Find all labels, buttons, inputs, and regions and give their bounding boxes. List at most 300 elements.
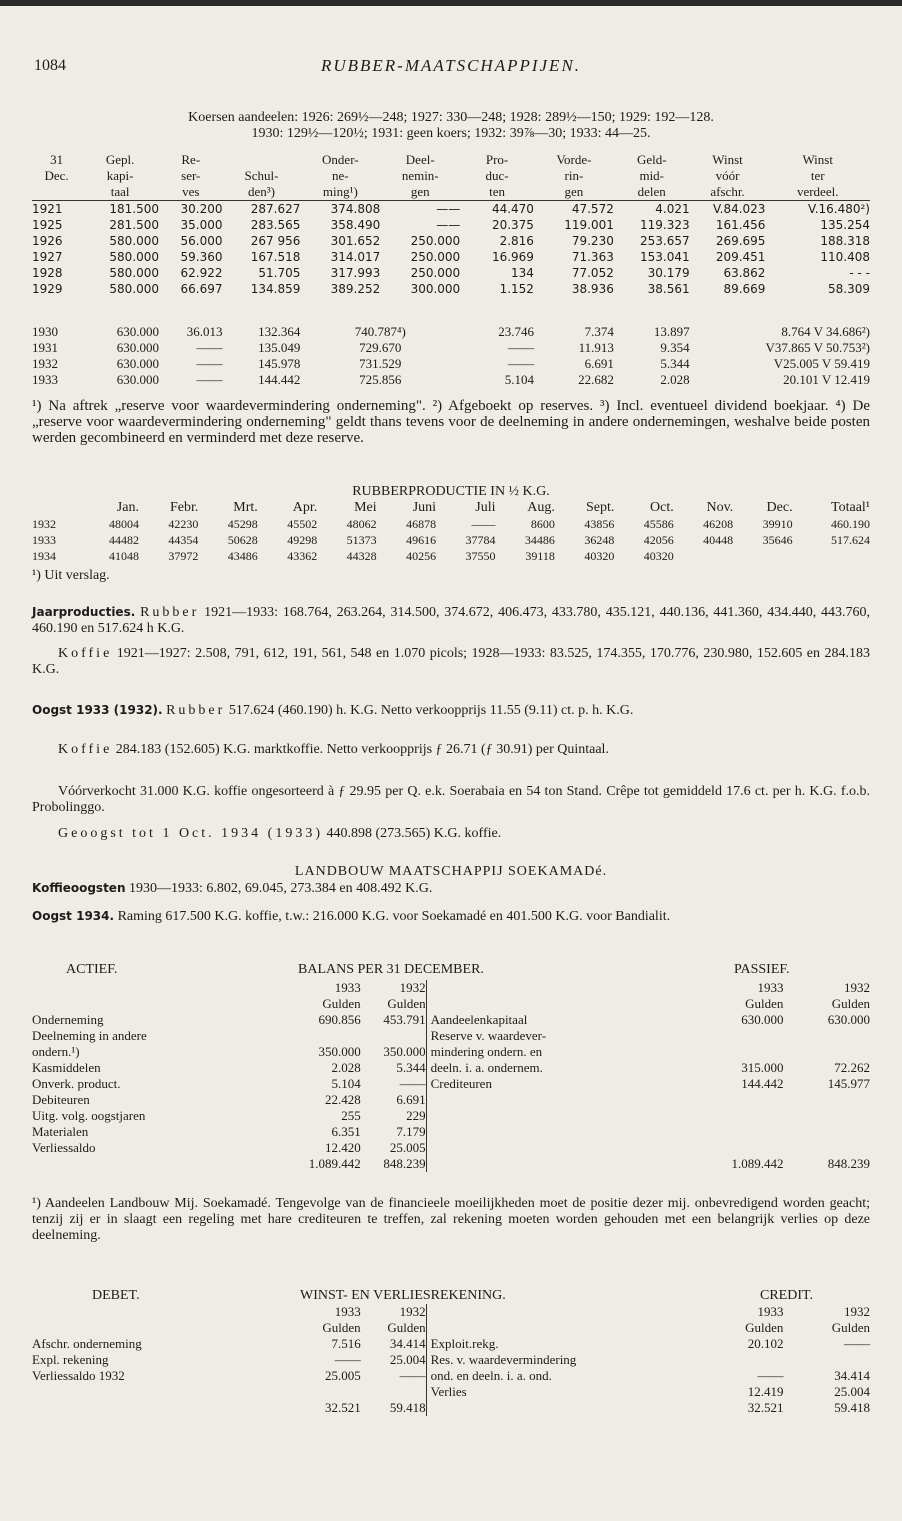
main-cell-lower: 731.529	[359, 356, 402, 371]
main-header-cell: Pro-	[485, 152, 509, 167]
balans-row-cell	[783, 1044, 870, 1060]
main-header-cell: kapi-	[106, 168, 134, 183]
main-cell: 58.309	[828, 282, 870, 296]
winst-row	[32, 1368, 870, 1384]
rubber-cell: 43486	[227, 549, 258, 563]
winst-row-cell: Exploit.rekg.	[426, 1336, 714, 1352]
balans-row-cell: 22.428	[324, 1092, 361, 1107]
balans-unit-row-cell	[32, 996, 292, 1012]
main-cell: 209.451	[715, 250, 766, 264]
main-cell: 63.862	[723, 266, 766, 280]
balans-row-cell: 5.344	[396, 1060, 426, 1075]
winst-row-cell: Verlies	[426, 1384, 714, 1400]
main-cell-lower: 13.897	[653, 324, 690, 339]
winst-table-inner	[32, 1304, 870, 1416]
main-cell: 51.705	[258, 266, 301, 280]
main-header-cell: ten	[460, 184, 534, 201]
main-header-cell: Dec.	[44, 168, 69, 183]
main-cell: 1928	[32, 266, 63, 280]
winst-row-cell: Verliessaldo 1932	[32, 1368, 125, 1383]
winst-row-cell: ——	[399, 1368, 426, 1383]
balans-total-row-cell: 848.239	[827, 1156, 870, 1171]
main-cell: 38.561	[647, 282, 690, 296]
main-cell: 314.017	[330, 250, 381, 264]
main-cell: 358.490	[330, 218, 381, 232]
rubber-table	[32, 500, 870, 564]
winst-unit-row-cell: Gulden	[387, 1320, 426, 1335]
balans-table	[32, 980, 870, 1172]
balans-row-cell	[714, 1044, 783, 1060]
winst-years-row	[32, 1304, 870, 1320]
footnote-main: ¹) Na aftrek „reserve voor waardevermindering onderneming". ²) Afgeboekt op reserves. ³) Incl. eventueel dividend boekjaar. ⁴) De „reserve voor waardevermindering onderneming" geldt thans tevens voor de deelneming in andere ondernemingen, weshalve beide posten werden gecombineerd en verminderd met deze reserve.	[32, 398, 870, 446]
balans-years-row-cell: 1933	[757, 980, 784, 995]
main-header-cell: Gepl.	[105, 152, 135, 167]
main-cell: 30.179	[647, 266, 690, 280]
winst-unit-row-cell: Gulden	[322, 1320, 361, 1335]
main-header-cell: 31	[50, 152, 64, 167]
rubber-cell: 46878	[406, 517, 437, 531]
rubber-table-title: RUBBERPRODUCTIE IN ½ K.G.	[352, 484, 550, 499]
main-cell-lower: 1932	[32, 356, 58, 371]
balans-total-row	[32, 1156, 870, 1172]
balans-row-cell: 12.420	[324, 1140, 361, 1155]
winst-row-cell: Res. v. waardevermindering	[426, 1352, 714, 1368]
rubber-cell: 39118	[525, 549, 555, 563]
rubber-cell: 45586	[643, 517, 674, 531]
winst-row-cell: 7.516	[331, 1336, 361, 1351]
main-cell: 59.360	[180, 250, 223, 264]
main-cell-lower: 725.856	[359, 372, 402, 387]
rubber-header-cell: Juni	[412, 500, 437, 515]
balans-row-cell: 690.856	[318, 1012, 361, 1027]
balans-row-cell	[426, 1124, 714, 1140]
rubber-row	[32, 532, 870, 548]
winst-row	[32, 1384, 870, 1400]
balans-row-cell	[714, 1108, 783, 1124]
balans-years-row-cell: 1933	[334, 980, 361, 995]
rubber-cell: 44354	[168, 533, 199, 547]
oogst-rubber-word: Rubber	[166, 703, 226, 718]
balans-row-cell: Onderneming	[32, 1012, 104, 1027]
rubber-cell: 8600	[530, 517, 555, 531]
balans-title: BALANS PER 31 DECEMBER.	[298, 962, 484, 977]
main-row	[32, 281, 870, 297]
rubber-header-cell: Aug.	[527, 500, 555, 515]
balans-total-row-cell: 1.089.442	[308, 1156, 361, 1171]
winst-row-cell: 34.414	[834, 1368, 870, 1383]
balans-row	[32, 1108, 870, 1124]
balans-total-row-cell	[426, 1156, 714, 1172]
balans-row-cell	[426, 1092, 714, 1108]
balans-row	[32, 1076, 870, 1092]
rubber-header-cell: Oct.	[650, 500, 674, 515]
main-cell: 44.470	[491, 202, 534, 216]
balans-footnote: ¹) Aandeelen Landbouw Mij. Soekamadé. Tengevolge van de financieele moeilijkheden moet de positie dezer mij. onbevredigend worden geacht; tenzij zij er in slaagt een regeling met hare crediteuren te treffen, zal rekening moeten worden gehouden met een belangrijk verlies op deze deelneming.	[32, 1196, 870, 1243]
winst-row-cell: Expl. rekening	[32, 1352, 109, 1367]
main-cell: 119.001	[564, 218, 614, 232]
main-header-cell: ter	[810, 168, 825, 183]
main-header-cell: Winst	[802, 152, 833, 167]
balans-row-cell: 6.351	[331, 1124, 361, 1139]
main-cell-lower: 135.049	[258, 340, 301, 355]
rubber-cell: 49298	[287, 533, 318, 547]
main-table-grid	[32, 152, 870, 297]
main-cell-lower: 36.013	[186, 324, 223, 339]
top-edge	[0, 0, 902, 6]
main-cell: 47.572	[571, 202, 614, 216]
rubber-footnote: ¹) Uit verslag.	[32, 568, 110, 583]
winst-unit-row-cell	[426, 1320, 714, 1336]
winst-heads	[32, 1288, 870, 1304]
main-cell: 66.697	[180, 282, 223, 296]
main-header-cell	[32, 184, 81, 201]
main-cell: 389.252	[330, 282, 381, 296]
balans-years-row-cell: 1932	[399, 980, 426, 995]
rubber-header-cell: Totaal¹	[831, 500, 870, 515]
main-cell-lower: ——	[507, 340, 534, 355]
main-row	[32, 201, 870, 218]
main-cell: 35.000	[180, 218, 223, 232]
balans-row-cell	[783, 1140, 870, 1156]
main-cell: 580.000	[109, 282, 160, 296]
koffie-word: Koffie	[58, 646, 113, 661]
balans-row-cell: 630.000	[827, 1012, 870, 1027]
rubber-cell	[793, 548, 870, 564]
oogst-koffie-word: Koffie	[58, 742, 113, 757]
winst-years-row-cell: 1933	[757, 1304, 784, 1319]
landbouw-koffieoogsten	[32, 880, 870, 897]
main-row-lower	[32, 356, 870, 372]
main-cell: 89.669	[723, 282, 766, 296]
main-table-lower	[32, 324, 870, 388]
main-cell: 62.922	[180, 266, 223, 280]
page-number: 1084	[34, 57, 66, 74]
balans-row-cell: Materialen	[32, 1124, 89, 1139]
balans-row-cell: Aandeelenkapitaal	[426, 1012, 714, 1028]
winst-row-cell: 25.004	[389, 1352, 426, 1367]
balans-row-cell	[783, 1108, 870, 1124]
main-cell-lower: 9.354	[660, 340, 690, 355]
main-cell-lower: 132.364	[258, 324, 301, 339]
rubber-cell: 1934	[32, 549, 56, 563]
main-row	[32, 217, 870, 233]
main-cell-lower: 2.028	[660, 372, 690, 387]
balans-row-cell: 315.000	[741, 1060, 784, 1075]
main-header-cell: nemin-	[401, 168, 439, 183]
balans-row-cell: 144.442	[741, 1076, 784, 1091]
balans-row	[32, 1092, 870, 1108]
main-cell-lower: ——	[196, 372, 223, 387]
main-cell: 250.000	[410, 250, 461, 264]
winst-total-row-cell: 32.521	[324, 1400, 361, 1415]
main-cell-lower: 5.344	[660, 356, 690, 371]
balans-row-cell: 255	[341, 1108, 361, 1123]
balans-row-cell	[714, 1140, 783, 1156]
balans-row	[32, 1044, 870, 1060]
main-cell-lower: 5.104	[504, 372, 534, 387]
balans-row	[32, 1124, 870, 1140]
main-cell-lower: 11.913	[578, 340, 614, 355]
balans-row-cell: 72.262	[834, 1060, 870, 1075]
main-cell: 250.000	[410, 234, 461, 248]
main-cell: 167.518	[250, 250, 301, 264]
winst-row-cell: 34.414	[389, 1336, 426, 1351]
balans-row-cell: 229	[406, 1108, 426, 1123]
balans-row-cell: 630.000	[741, 1012, 784, 1027]
oogst-1933-label: Oogst 1933 (1932).	[32, 703, 163, 717]
balans-row-cell: 2.028	[331, 1060, 361, 1075]
rubber-cell: 44328	[346, 549, 377, 563]
main-table	[32, 152, 870, 297]
balans-row	[32, 1140, 870, 1156]
main-header-cell: ves	[159, 184, 223, 201]
winst-row-cell: ——	[334, 1352, 361, 1367]
balans-total-row-cell: 1.089.442	[731, 1156, 784, 1171]
rubber-cell: 50628	[227, 533, 258, 547]
rubber-header-cell: Febr.	[169, 500, 199, 515]
oogst-koffie-text: 284.183 (152.605) K.G. marktkoffie. Netto verkoopprijs ƒ 26.71 (ƒ 30.91) per Quintaal.	[115, 742, 609, 757]
main-header-cell: Onder-	[322, 152, 359, 167]
main-cell-lower: ——	[196, 340, 223, 355]
landbouw-title: LANDBOUW MAATSCHAPPIJ SOEKAMADé.	[294, 864, 608, 879]
main-cell-lower: 630.000	[116, 356, 160, 371]
winst-row-cell	[783, 1352, 870, 1368]
main-cell: 71.363	[571, 250, 614, 264]
balans-years-row-cell	[426, 980, 714, 996]
main-cell-lower: 740.787⁴)	[354, 324, 406, 339]
winst-row-cell	[714, 1352, 783, 1368]
rubber-header-cell: Mei	[354, 500, 377, 515]
balans-row	[32, 1060, 870, 1076]
winst-years-row-cell	[426, 1304, 714, 1320]
main-header-cell: delen	[614, 184, 690, 201]
rubber-cell: 517.624	[831, 533, 870, 547]
winst-row-cell: Afschr. onderneming	[32, 1336, 142, 1351]
rubber-cell: ——	[471, 517, 496, 531]
main-header-cell: mid-	[639, 168, 665, 183]
geoogst-spaced: Geoogst tot 1 Oct. 1934 (1933)	[58, 826, 323, 841]
rubber-cell	[733, 548, 792, 564]
main-header-row	[32, 168, 870, 184]
balans-row-cell: Deelneming in andere	[32, 1028, 147, 1043]
main-cell: 181.500	[109, 202, 160, 216]
balans-row-cell	[714, 1028, 783, 1044]
winst-row-cell	[32, 1384, 292, 1400]
main-row-lower	[32, 324, 870, 340]
winst-row-cell: ——	[757, 1368, 784, 1383]
main-cell-lower: ——	[507, 356, 534, 371]
rubber-row	[32, 548, 870, 564]
winst-total-row-cell: 59.418	[834, 1400, 870, 1415]
rubber-cell: 43362	[287, 549, 318, 563]
main-header-cell: Deel-	[405, 152, 435, 167]
credit-head: CREDIT.	[760, 1288, 814, 1303]
rubber-cell: 1933	[32, 533, 56, 547]
balans-row-cell	[426, 1108, 714, 1124]
rubber-row	[32, 516, 870, 532]
balans-row-cell	[783, 1028, 870, 1044]
main-cell: 374.808	[330, 202, 381, 216]
main-row	[32, 233, 870, 249]
rubber-cell: 46208	[703, 517, 734, 531]
winst-total-row-cell: 59.418	[389, 1400, 426, 1415]
main-cell-lower: 1930	[32, 324, 58, 339]
winst-row	[32, 1336, 870, 1352]
winst-row	[32, 1352, 870, 1368]
main-cell: 287.627	[250, 202, 301, 216]
balans-total-row-cell: 848.239	[383, 1156, 426, 1171]
winst-title: WINST- EN VERLIESREKENING.	[300, 1288, 506, 1303]
debet-head: DEBET.	[92, 1288, 140, 1303]
main-cell: 134.859	[250, 282, 301, 296]
main-header-cell: rin-	[564, 168, 584, 183]
winst-years-row-cell: 1933	[334, 1304, 361, 1319]
main-header-cell: gen	[380, 184, 460, 201]
jaarproducties-koffie	[32, 646, 870, 678]
jaarproducties-rubber	[32, 604, 870, 637]
rubber-cell: 42056	[643, 533, 674, 547]
main-cell: 2.816	[499, 234, 534, 248]
balans-row-cell: 6.691	[396, 1092, 426, 1107]
main-header-cell: afschr.	[690, 184, 766, 201]
rubber-cell: 36248	[584, 533, 615, 547]
balans-row-cell: 7.179	[396, 1124, 426, 1139]
balans-row-cell	[426, 1140, 714, 1156]
main-cell-lower: 8.764 V 34.686²)	[781, 324, 870, 339]
main-cell: 38.936	[571, 282, 614, 296]
balans-row-cell	[783, 1092, 870, 1108]
main-row-lower	[32, 372, 870, 388]
oogst-1933-koffie	[32, 742, 870, 758]
balans-years-row-cell: 1932	[844, 980, 870, 995]
main-cell-lower: 630.000	[116, 340, 160, 355]
main-header-cell: ser-	[181, 168, 201, 183]
balans-unit-row-cell: Gulden	[745, 996, 784, 1011]
main-cell: 267 956	[250, 234, 301, 248]
main-header-cell: gen	[534, 184, 614, 201]
rubber-cell: 460.190	[831, 517, 870, 531]
winst-row-cell: 20.102	[747, 1336, 784, 1351]
main-cell: 283.565	[250, 218, 301, 232]
main-cell: 301.652	[330, 234, 381, 248]
rubber-cell: 39910	[762, 517, 793, 531]
balans-row-cell: Uitg. volg. oogstjaren	[32, 1108, 146, 1123]
balans-row-cell: mindering ondern. en	[426, 1044, 714, 1060]
main-cell-lower: 729.670	[359, 340, 402, 355]
main-cell: 580.000	[109, 250, 160, 264]
rubber-cell: 40320	[643, 549, 674, 563]
main-cell: ——	[436, 202, 461, 216]
balans-unit-row-cell: Gulden	[831, 996, 870, 1011]
main-cell-lower: 144.442	[258, 372, 301, 387]
balans-row	[32, 1012, 870, 1028]
winst-total-row-cell	[426, 1400, 714, 1416]
main-cell: 20.375	[491, 218, 534, 232]
main-header-cell: duc-	[485, 168, 509, 183]
main-cell: 250.000	[410, 266, 461, 280]
balans-row-cell	[292, 1028, 361, 1044]
main-cell-lower: ——	[196, 356, 223, 371]
rubber-cell: 44482	[108, 533, 139, 547]
balans-years-row-cell	[32, 980, 292, 996]
main-cell: V.16.480²)	[808, 202, 870, 216]
balans-row	[32, 1028, 870, 1044]
main-cell-lower: 6.691	[584, 356, 614, 371]
main-row	[32, 265, 870, 281]
main-cell: 300.000	[410, 282, 461, 296]
balans-row-cell: ——	[399, 1076, 426, 1091]
rubber-cell: 48004	[108, 517, 139, 531]
oogst-1934-text: Raming 617.500 K.G. koffie, t.w.: 216.000 K.G. voor Soekamadé en 401.500 K.G. voor Bandialit.	[117, 909, 671, 924]
main-header-row	[32, 152, 870, 168]
rubber-cell: 37784	[465, 533, 496, 547]
rubber-header-cell: Jan.	[116, 500, 139, 515]
main-cell: 281.500	[109, 218, 160, 232]
balans-unit-row	[32, 996, 870, 1012]
rubber-cell: 41048	[108, 549, 139, 563]
rubber-cell: 42230	[168, 517, 199, 531]
balans-row-cell: 25.005	[389, 1140, 426, 1155]
rubber-cell: 37550	[465, 549, 496, 563]
main-row-lower	[32, 340, 870, 356]
main-cell: 119.323	[640, 218, 690, 232]
balans-row-cell: Debiteuren	[32, 1092, 90, 1107]
main-cell-lower: 23.746	[498, 324, 534, 339]
winst-row-cell: 25.004	[834, 1384, 870, 1399]
rubber-header-cell: Apr.	[292, 500, 318, 515]
main-cell: 110.408	[820, 250, 870, 264]
rubber-cell: 40448	[703, 533, 734, 547]
rubber-cell: 40256	[406, 549, 437, 563]
winst-total-row-cell	[32, 1400, 292, 1416]
winst-total-row-cell: 32.521	[747, 1400, 784, 1415]
running-title: RUBBER-MAATSCHAPPIJEN.	[320, 56, 582, 75]
balans-row-cell	[714, 1092, 783, 1108]
main-header-cell: taal	[81, 184, 159, 201]
main-header-cell: Vorde-	[556, 152, 592, 167]
winst-unit-row-cell: Gulden	[831, 1320, 870, 1335]
balans-grid	[32, 980, 870, 1172]
balans-row-cell: 5.104	[331, 1076, 361, 1091]
winst-total-row	[32, 1400, 870, 1416]
balans-row-cell: Kasmiddelen	[32, 1060, 101, 1075]
main-header-cell	[223, 152, 301, 168]
balans-row-cell	[714, 1124, 783, 1140]
main-cell: 1929	[32, 282, 63, 296]
jaarproducties-koffie-text: 1921—1927: 2.508, 791, 612, 191, 561, 548 en 1.070 picols; 1928—1933: 83.525, 174.355, 170.776, 230.980, 152.605 en 284.183 K.G.	[32, 646, 870, 677]
balans-row-cell: deeln. i. a. ondernem.	[426, 1060, 714, 1076]
rubber-header-cell: Mrt.	[233, 500, 258, 515]
oogst-1934-label: Oogst 1934.	[32, 909, 115, 923]
balans-row-cell: 453.791	[383, 1012, 426, 1027]
winst-unit-row-cell: Gulden	[745, 1320, 784, 1335]
passief-head: PASSIEF.	[734, 962, 790, 977]
rubber-cell: 37972	[168, 549, 199, 563]
rubber-cell: 45298	[227, 517, 258, 531]
oogst-1933-rubber	[32, 702, 870, 719]
balans-unit-row-cell: Gulden	[387, 996, 426, 1011]
main-cell: 580.000	[109, 266, 160, 280]
main-cell-lower: 7.374	[584, 324, 614, 339]
main-cell-lower: V25.005 V 59.419	[773, 356, 870, 371]
balans-table-inner	[32, 980, 870, 1172]
jaarproducties-label: Jaarproducties.	[32, 605, 136, 619]
rubber-cell	[674, 548, 733, 564]
main-cell: 580.000	[109, 234, 160, 248]
oogst-rubber-text: 517.624 (460.190) h. K.G. Netto verkoopprijs 11.55 (9.11) ct. p. h. K.G.	[228, 703, 634, 718]
koffieoogsten-label: Koffieoogsten	[32, 881, 126, 895]
main-header-cell: ne-	[332, 168, 349, 183]
